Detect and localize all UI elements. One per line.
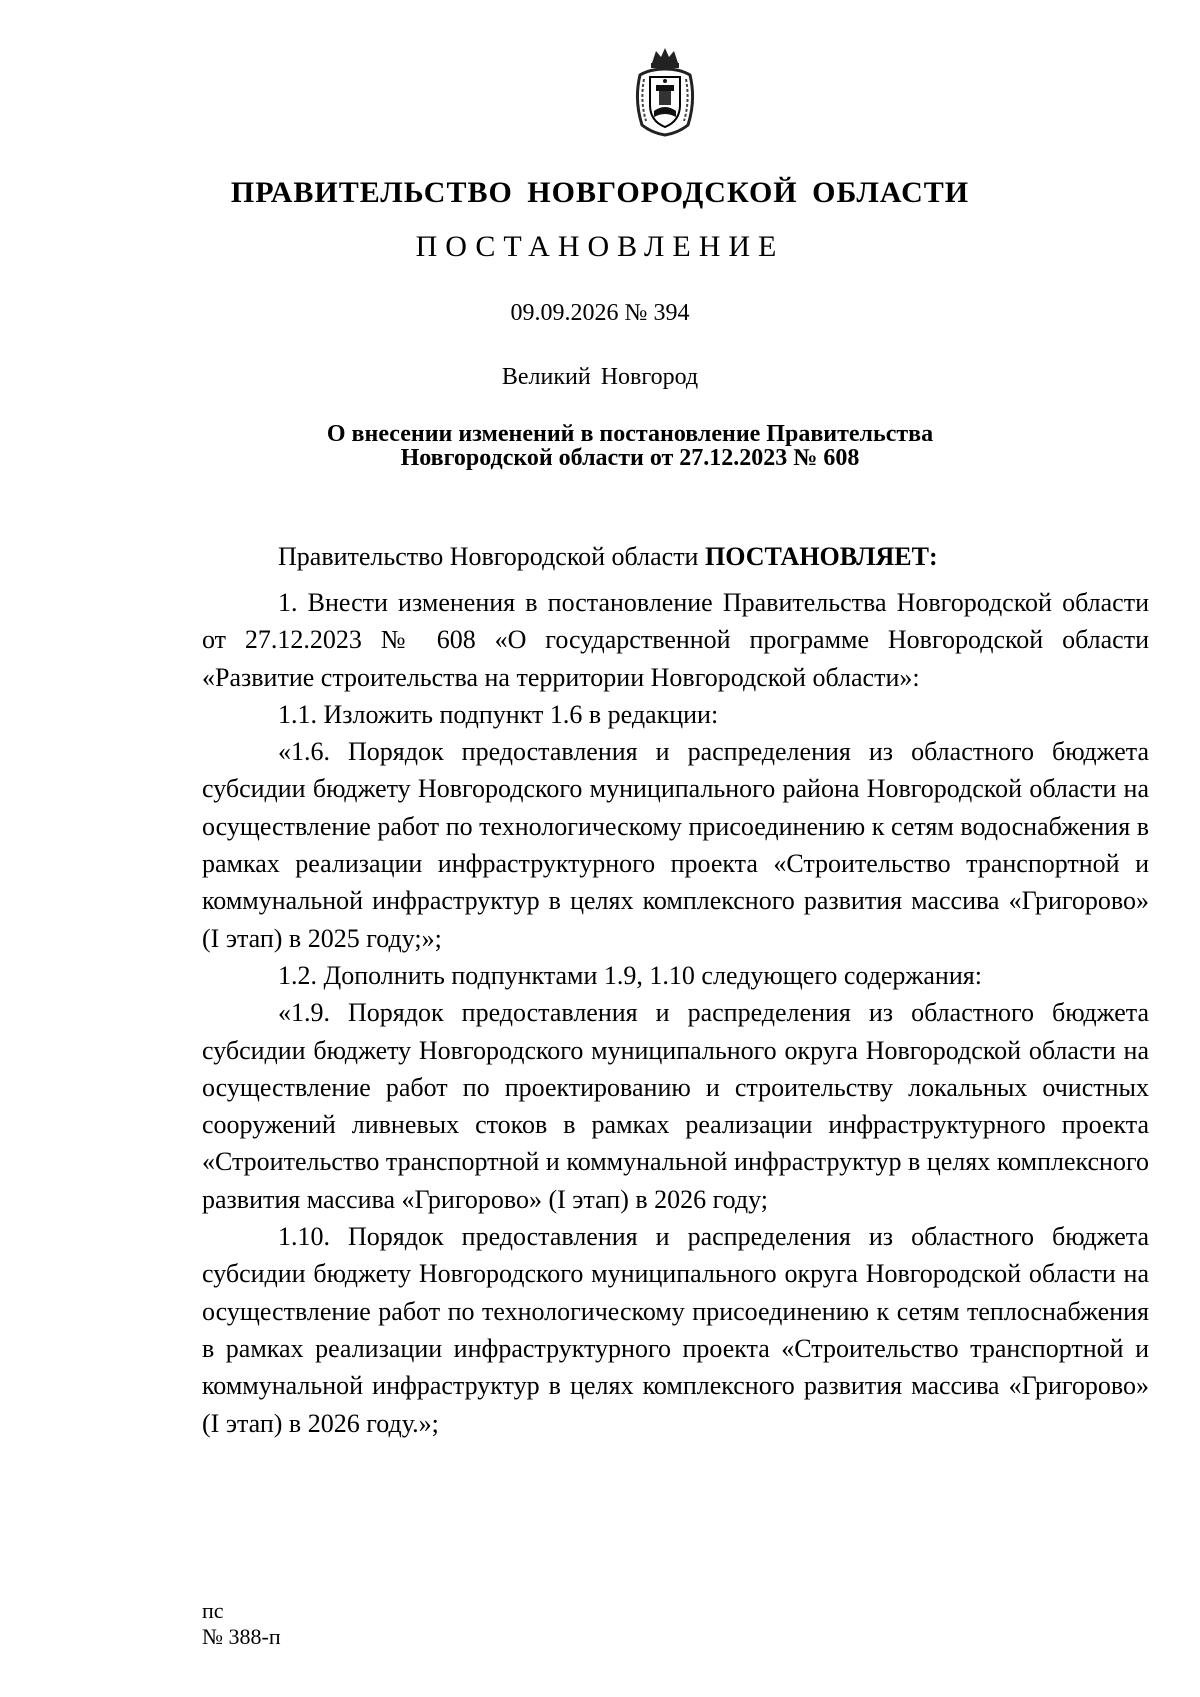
footer-note (202, 1598, 281, 1650)
paragraph-1: 1. Внести изменения в постановление Правительства Новгородской области от 27.12.2023 № 608 «О государственной программе Новгородской области «Развитие строительства на территории Новгородской области»: (202, 588, 1149, 692)
coat-of-arms-icon (632, 45, 698, 137)
organization-title: ПРАВИТЕЛЬСТВО НОВГОРОДСКОЙ ОБЛАСТИ (230, 176, 970, 209)
footer-line-2: № 388-п (202, 1624, 281, 1649)
city: Великий Новгород (501, 364, 699, 390)
preamble-text: Правительство Новгородской области (278, 542, 705, 571)
subject-line-1: О внесении изменений в постановление Правительства (326, 421, 934, 447)
document-subject (200, 422, 1060, 470)
date-and-number: 09.09.2026 № 394 (510, 300, 690, 326)
paragraph-1-1: 1.1. Изложить подпункт 1.6 в редакции: (278, 699, 719, 729)
preamble-decree-word: ПОСТАНОВЛЯЕТ: (704, 542, 938, 571)
paragraph-1-2: 1.2. Дополнить подпунктами 1.9, 1.10 следующего содержания: (278, 960, 982, 990)
preamble (278, 542, 938, 572)
subject-line-2: Новгородской области от 27.12.2023 № 608 (400, 445, 860, 471)
paragraph-1-9: «1.9. Порядок предоставления и распределения из областного бюджета субсидии бюджету Новгородского муниципального округа Новгородской области на осуществление работ по проектированию и строительству локальных очистных сооружений ливневых стоков в рамках реализации инфраструктурного проекта «Строительство транспортной и коммунальной инфраструктур в целях комплексного развития массива «Григорово» (I этап) в 2026 году; (202, 998, 1149, 1214)
footer-line-1: пс (202, 1598, 224, 1623)
document-type: ПОСТАНОВЛЕНИЕ (415, 230, 785, 263)
document-body (202, 584, 1149, 1442)
paragraph-1-10: 1.10. Порядок предоставления и распределения из областного бюджета субсидии бюджету Новгородского муниципального округа Новгородской области на осуществление работ по технологическому присоединению к сетям теплоснабжения в рамках реализации инфраструктурного проекта «Строительство транспортной и коммунальной инфраструктур в целях комплексного развития массива «Григорово» (I этап) в 2026 году.»; (202, 1222, 1149, 1438)
paragraph-1-6: «1.6. Порядок предоставления и распределения из областного бюджета субсидии бюджету Новгородского муниципального района Новгородской области на осуществление работ по технологическому присоединению к сетям водоснабжения в рамках реализации инфраструктурного проекта «Строительство транспортной и коммунальной инфраструктур в целях комплексного развития массива «Григорово» (I этап) в 2025 году;»; (202, 737, 1149, 953)
